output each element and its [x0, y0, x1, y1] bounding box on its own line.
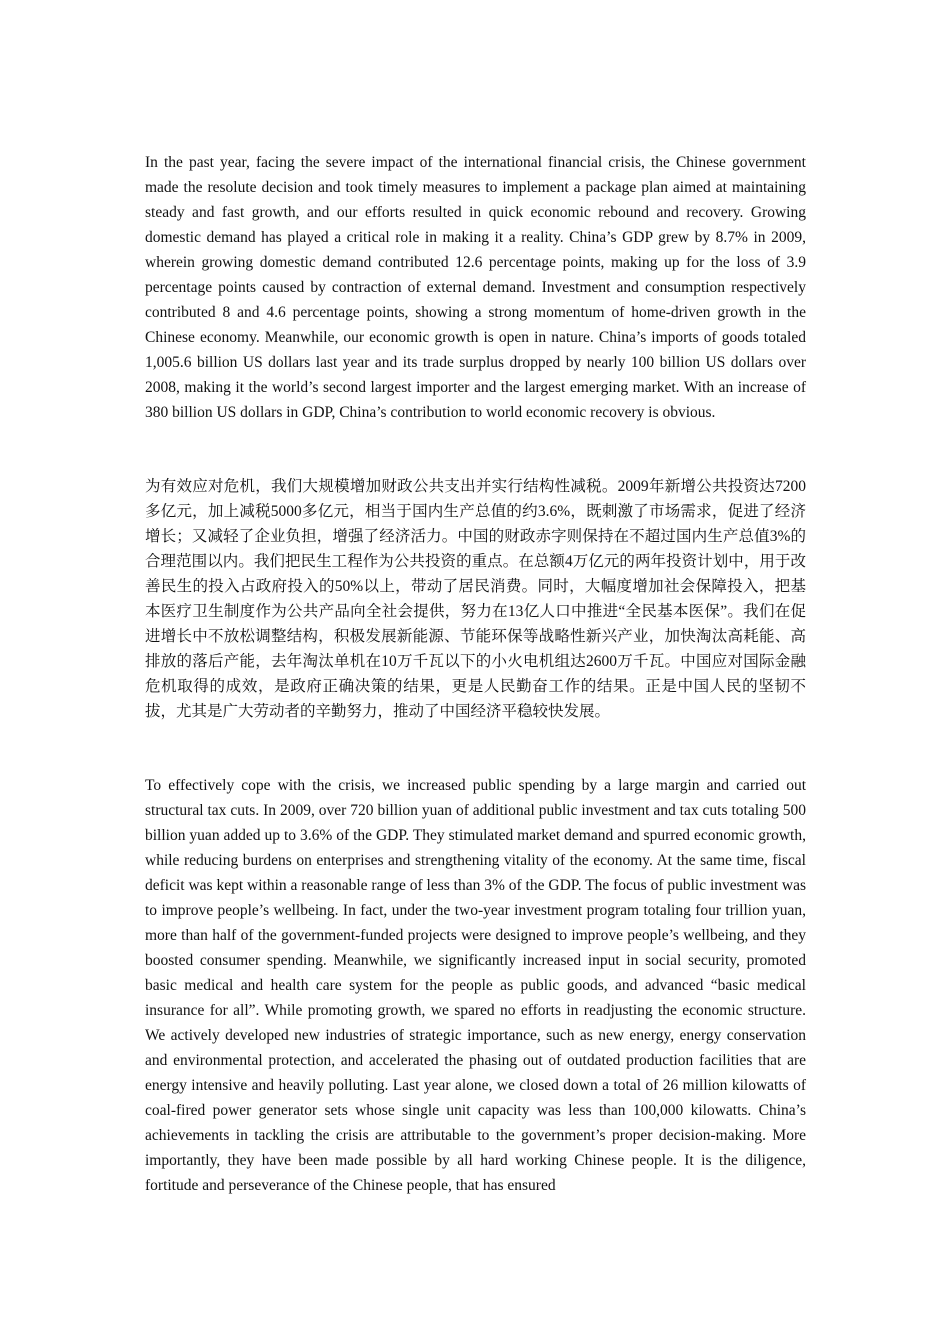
- paragraph-english-2: To effectively cope with the crisis, we increased public spending by a large margin and carried out structural tax cuts. In 2009, over 720 billion yuan of additional public investment and tax cuts totaling 500 billion yuan added up to 3.6% of the GDP. They stimulated market demand and spurred economic growth, while reducing burdens on enterprises and strengthening vitality of the economy. At the same time, fiscal deficit was kept within a reasonable range of less than 3% of the GDP. The focus of public investment was to improve people’s wellbeing. In fact, under the two-year investment program totaling four trillion yuan, more than half of the government-funded projects were designed to improve people’s wellbeing, and they boosted consumer spending. Meanwhile, we significantly increased input in social security, promoted basic medical and health care system for the people as public goods, and advanced “basic medical insurance for all”. While promoting growth, we spared no efforts in readjusting the economic structure. We actively developed new industries of strategic importance, such as new energy, energy conservation and environmental protection, and accelerated the phasing out of outdated production facilities that are energy intensive and heavily polluting. Last year alone, we closed down a total of 26 million kilowatts of coal-fired power generator sets whose single unit capacity was less than 100,000 kilowatts. China’s achievements in tackling the crisis are attributable to the government’s proper decision-making. More importantly, they have been made possible by all hard working Chinese people. It is the diligence, fortitude and perseverance of the Chinese people, that has ensured: [145, 777, 806, 1194]
- paragraph-english-1: In the past year, facing the severe impact of the international financial crisis, the Chinese government made the resolute decision and took timely measures to implement a package plan aimed at maintaining steady and fast growth, and our efforts resulted in quick economic rebound and recovery. Growing domestic demand has played a critical role in making it a reality. China’s GDP grew by 8.7% in 2009, wherein growing domestic demand contributed 12.6 percentage points, making up for the loss of 3.9 percentage points caused by contraction of external demand. Investment and consumption respectively contributed 8 and 4.6 percentage points, showing a strong momentum of home-driven growth in the Chinese economy. Meanwhile, our economic growth is open in nature. China’s imports of goods totaled 1,005.6 billion US dollars last year and its trade surplus dropped by nearly 100 billion US dollars over 2008, making it the world’s second largest importer and the largest emerging market. With an increase of 380 billion US dollars in GDP, China’s contribution to world economic recovery is obvious.: [145, 154, 806, 421]
- paragraph-chinese-1: 为有效应对危机，我们大规模增加财政公共支出并实行结构性减税。2009年新增公共投资达7200多亿元，加上减税5000多亿元，相当于国内生产总值的约3.6%，既刺激了市场需求，促进了经济增长；又减轻了企业负担，增强了经济活力。中国的财政赤字则保持在不超过国内生产总值3%的合理范围以内。我们把民生工程作为公共投资的重点。在总额4万亿元的两年投资计划中，用于改善民生的投入占政府投入的50%以上，带动了居民消费。同时，大幅度增加社会保障投入，把基本医疗卫生制度作为公共产品向全社会提供，努力在13亿人口中推进“全民基本医保”。我们在促进增长中不放松调整结构，积极发展新能源、节能环保等战略性新兴产业，加快淘汰高耗能、高排放的落后产能，去年淘汰单机在10万千瓦以下的小火电机组达2600万千瓦。中国应对国际金融危机取得的成效，是政府正确决策的结果，更是人民勤奋工作的结果。正是中国人民的坚韧不拔，尤其是广大劳动者的辛勤努力，推动了中国经济平稳较快发展。: [145, 478, 806, 720]
